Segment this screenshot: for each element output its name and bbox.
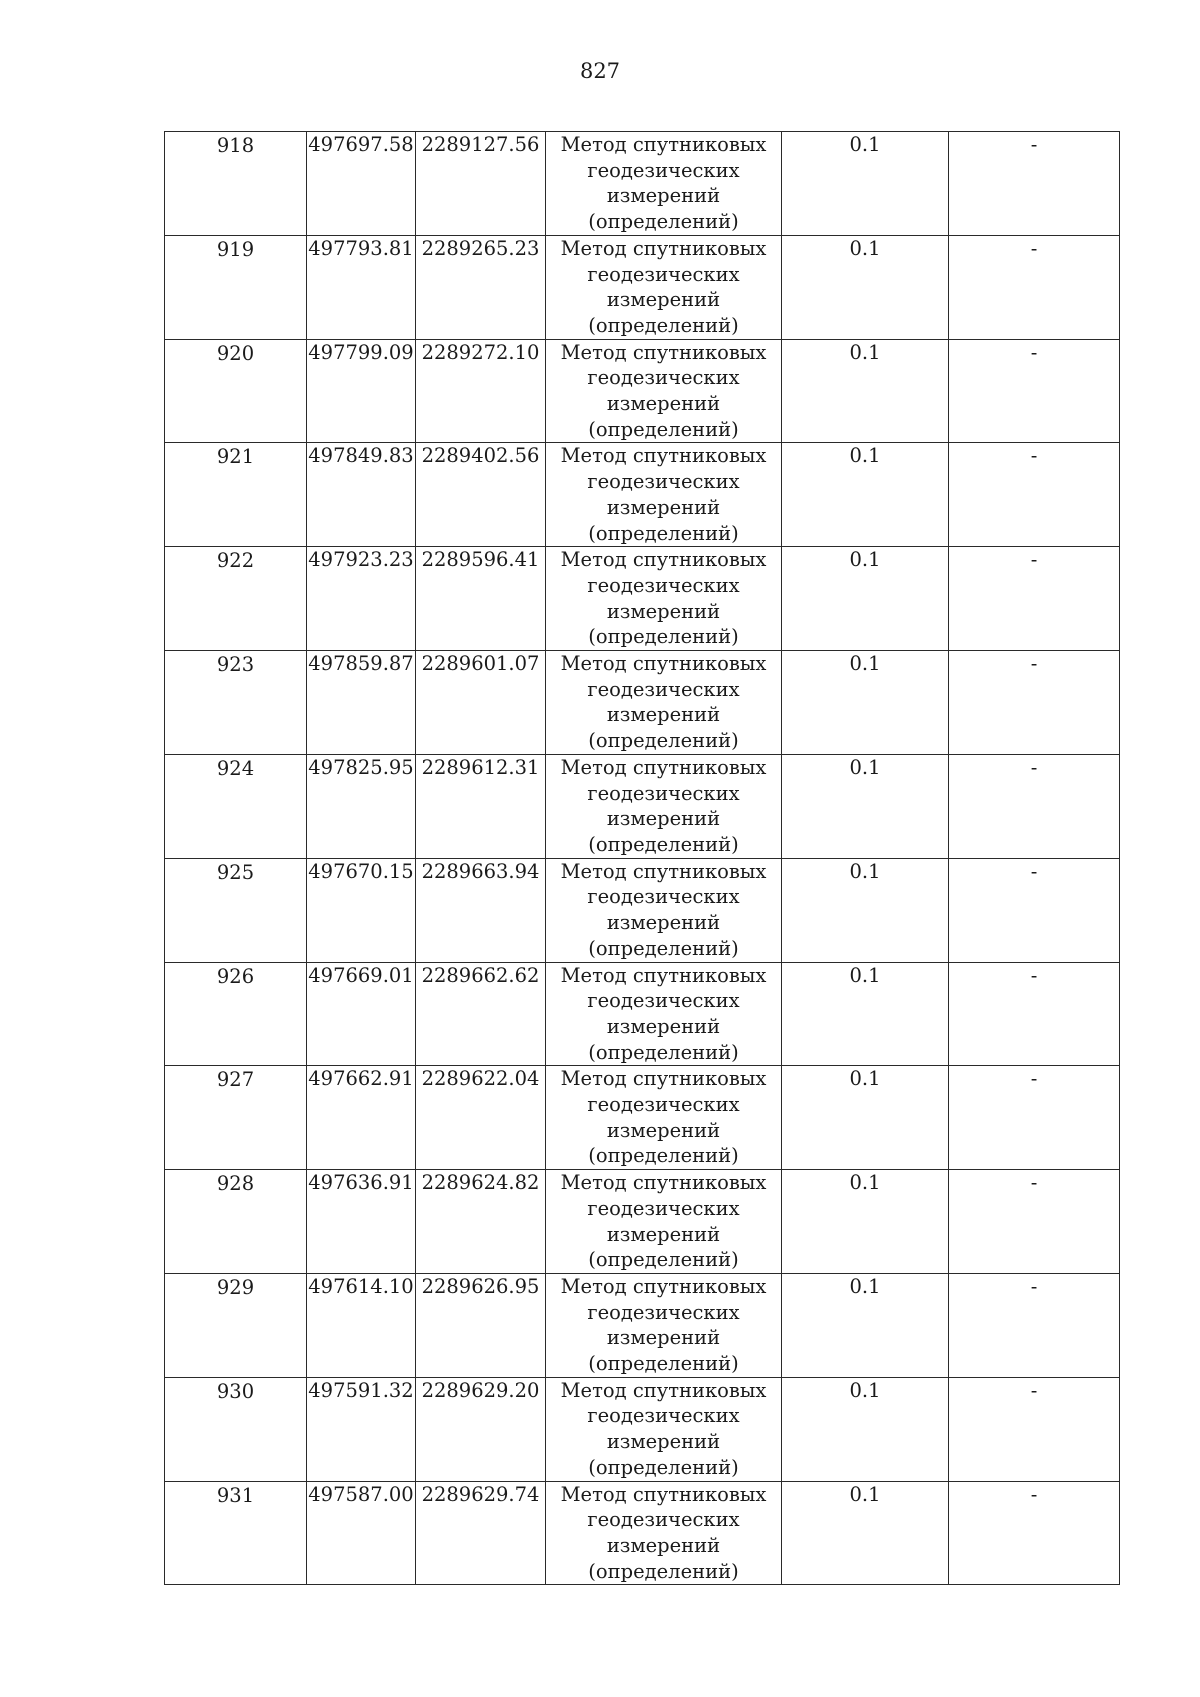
coordinate-x-cell: 497849.83 <box>307 443 416 547</box>
accuracy-cell: 0.1 <box>782 235 949 339</box>
coordinate-y-cell: 2289127.56 <box>416 132 546 236</box>
table-row <box>165 1170 1120 1274</box>
point-number-cell: 924 <box>165 754 307 858</box>
point-number-cell: 922 <box>165 547 307 651</box>
point-number-cell: 921 <box>165 443 307 547</box>
accuracy-cell: 0.1 <box>782 1377 949 1481</box>
coordinate-y-cell: 2289663.94 <box>416 858 546 962</box>
accuracy-cell: 0.1 <box>782 132 949 236</box>
point-number-cell: 928 <box>165 1170 307 1274</box>
coordinate-y-cell: 2289265.23 <box>416 235 546 339</box>
description-cell: - <box>949 1481 1120 1585</box>
method-cell: Метод спутниковых геодезических измерений (определений) <box>546 339 782 443</box>
description-cell: - <box>949 339 1120 443</box>
coordinates-table <box>164 131 1120 1585</box>
coordinate-y-cell: 2289629.20 <box>416 1377 546 1481</box>
description-cell: - <box>949 858 1120 962</box>
coordinate-y-cell: 2289662.62 <box>416 962 546 1066</box>
accuracy-cell: 0.1 <box>782 339 949 443</box>
table-row <box>165 235 1120 339</box>
point-number-cell: 930 <box>165 1377 307 1481</box>
accuracy-cell: 0.1 <box>782 754 949 858</box>
accuracy-cell: 0.1 <box>782 1066 949 1170</box>
method-cell: Метод спутниковых геодезических измерений (определений) <box>546 547 782 651</box>
table-row <box>165 443 1120 547</box>
method-cell: Метод спутниковых геодезических измерений (определений) <box>546 443 782 547</box>
coordinate-x-cell: 497669.01 <box>307 962 416 1066</box>
table-row <box>165 858 1120 962</box>
table-row <box>165 547 1120 651</box>
method-cell: Метод спутниковых геодезических измерений (определений) <box>546 1273 782 1377</box>
method-cell: Метод спутниковых геодезических измерений (определений) <box>546 1170 782 1274</box>
point-number-cell: 923 <box>165 651 307 755</box>
point-number-cell: 931 <box>165 1481 307 1585</box>
accuracy-cell: 0.1 <box>782 443 949 547</box>
accuracy-cell: 0.1 <box>782 651 949 755</box>
accuracy-cell: 0.1 <box>782 547 949 651</box>
method-cell: Метод спутниковых геодезических измерений (определений) <box>546 962 782 1066</box>
point-number-cell: 929 <box>165 1273 307 1377</box>
coordinate-x-cell: 497614.10 <box>307 1273 416 1377</box>
coordinate-y-cell: 2289601.07 <box>416 651 546 755</box>
method-cell: Метод спутниковых геодезических измерений (определений) <box>546 1481 782 1585</box>
point-number-cell: 927 <box>165 1066 307 1170</box>
coordinate-x-cell: 497923.23 <box>307 547 416 651</box>
point-number-cell: 919 <box>165 235 307 339</box>
table-row <box>165 1377 1120 1481</box>
coordinate-x-cell: 497825.95 <box>307 754 416 858</box>
coordinate-y-cell: 2289596.41 <box>416 547 546 651</box>
description-cell: - <box>949 1273 1120 1377</box>
description-cell: - <box>949 547 1120 651</box>
accuracy-cell: 0.1 <box>782 962 949 1066</box>
accuracy-cell: 0.1 <box>782 858 949 962</box>
description-cell: - <box>949 443 1120 547</box>
coordinate-x-cell: 497793.81 <box>307 235 416 339</box>
method-cell: Метод спутниковых геодезических измерений (определений) <box>546 235 782 339</box>
method-cell: Метод спутниковых геодезических измерений (определений) <box>546 858 782 962</box>
coordinate-x-cell: 497670.15 <box>307 858 416 962</box>
table-row <box>165 132 1120 236</box>
method-cell: Метод спутниковых геодезических измерений (определений) <box>546 651 782 755</box>
method-cell: Метод спутниковых геодезических измерений (определений) <box>546 1066 782 1170</box>
coordinate-x-cell: 497662.91 <box>307 1066 416 1170</box>
coordinate-x-cell: 497799.09 <box>307 339 416 443</box>
point-number-cell: 918 <box>165 132 307 236</box>
description-cell: - <box>949 962 1120 1066</box>
method-cell: Метод спутниковых геодезических измерений (определений) <box>546 754 782 858</box>
table-row <box>165 1481 1120 1585</box>
table-row <box>165 651 1120 755</box>
coordinates-table-body <box>165 132 1120 1585</box>
point-number-cell: 925 <box>165 858 307 962</box>
accuracy-cell: 0.1 <box>782 1481 949 1585</box>
method-cell: Метод спутниковых геодезических измерений (определений) <box>546 132 782 236</box>
description-cell: - <box>949 132 1120 236</box>
description-cell: - <box>949 1066 1120 1170</box>
accuracy-cell: 0.1 <box>782 1273 949 1377</box>
table-row <box>165 1273 1120 1377</box>
coordinate-x-cell: 497859.87 <box>307 651 416 755</box>
coordinate-y-cell: 2289402.56 <box>416 443 546 547</box>
accuracy-cell: 0.1 <box>782 1170 949 1274</box>
page-number: 827 <box>579 59 621 83</box>
coordinate-y-cell: 2289612.31 <box>416 754 546 858</box>
method-cell: Метод спутниковых геодезических измерений (определений) <box>546 1377 782 1481</box>
coordinate-y-cell: 2289629.74 <box>416 1481 546 1585</box>
coordinate-y-cell: 2289624.82 <box>416 1170 546 1274</box>
coordinate-x-cell: 497587.00 <box>307 1481 416 1585</box>
coordinate-x-cell: 497697.58 <box>307 132 416 236</box>
table-row <box>165 339 1120 443</box>
description-cell: - <box>949 235 1120 339</box>
point-number-cell: 920 <box>165 339 307 443</box>
description-cell: - <box>949 1377 1120 1481</box>
coordinate-y-cell: 2289272.10 <box>416 339 546 443</box>
description-cell: - <box>949 754 1120 858</box>
description-cell: - <box>949 651 1120 755</box>
description-cell: - <box>949 1170 1120 1274</box>
table-row <box>165 754 1120 858</box>
coordinate-x-cell: 497591.32 <box>307 1377 416 1481</box>
coordinate-y-cell: 2289622.04 <box>416 1066 546 1170</box>
table-row <box>165 1066 1120 1170</box>
coordinate-y-cell: 2289626.95 <box>416 1273 546 1377</box>
table-row <box>165 962 1120 1066</box>
coordinate-x-cell: 497636.91 <box>307 1170 416 1274</box>
point-number-cell: 926 <box>165 962 307 1066</box>
